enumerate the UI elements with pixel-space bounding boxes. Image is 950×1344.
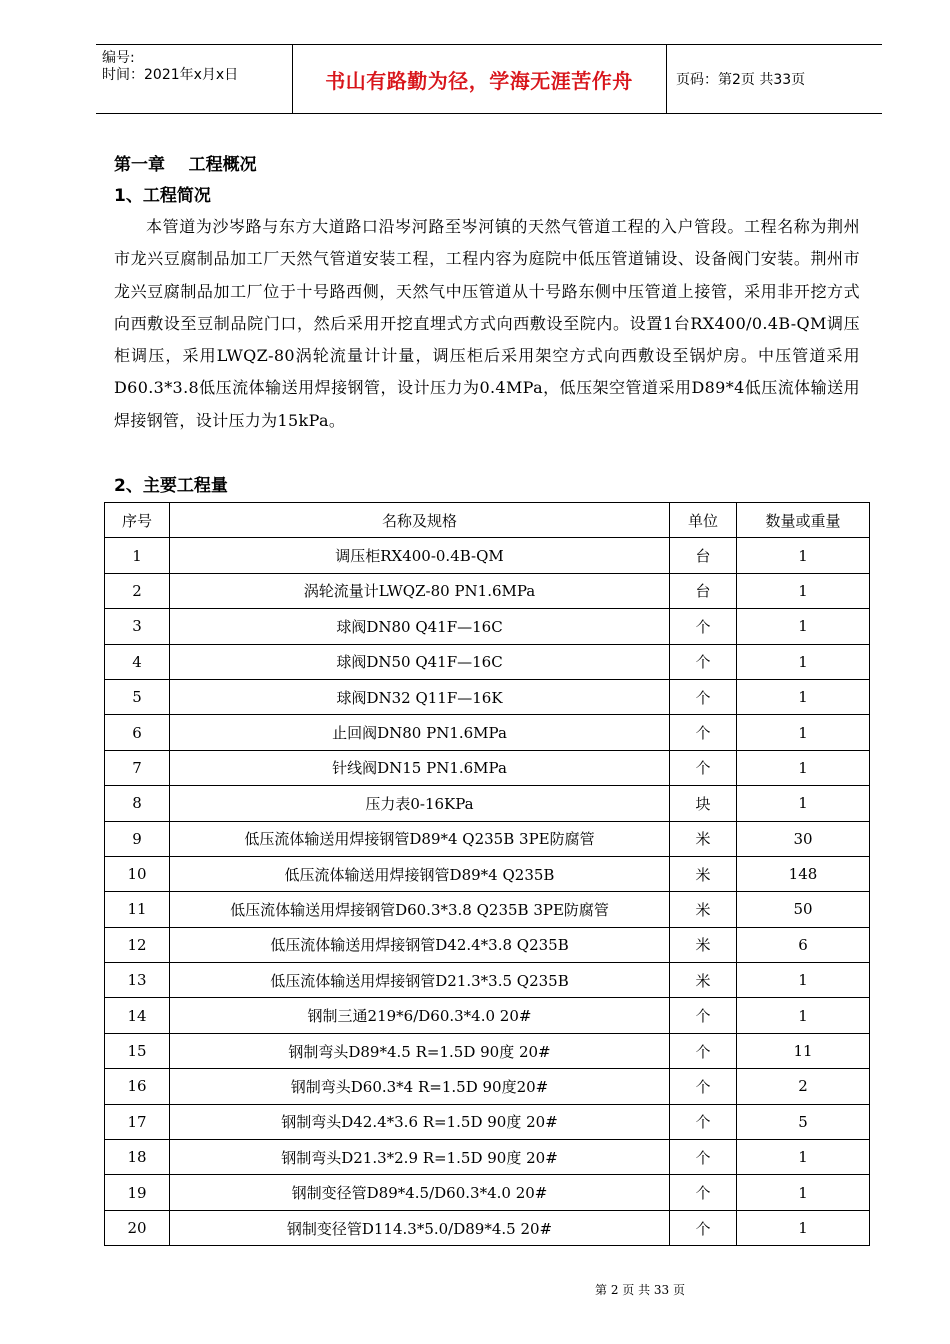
table-row [105,821,870,856]
cell-name: 球阀DN32 Q11F—16K [170,679,670,714]
cell-quantity: 1 [737,1175,870,1210]
cell-index: 18 [105,1140,170,1175]
table-row [105,750,870,785]
cell-quantity: 5 [737,1104,870,1139]
table-row [105,786,870,821]
cell-unit: 米 [670,927,737,962]
cell-unit: 台 [670,573,737,608]
table-row [105,856,870,891]
cell-unit: 个 [670,715,737,750]
header-motto: 书山有路勤为径，学海无涯苦作舟 [325,68,633,93]
cell-quantity: 1 [737,750,870,785]
cell-name: 钢制弯头D21.3*2.9 R=1.5D 90度 20# [170,1140,670,1175]
cell-index: 14 [105,998,170,1033]
cell-quantity: 30 [737,821,870,856]
cell-index: 15 [105,1033,170,1068]
cell-index: 7 [105,750,170,785]
cell-quantity: 50 [737,892,870,927]
chapter-title: 第一章 工程概况 [114,155,257,175]
cell-name: 球阀DN50 Q41F—16C [170,644,670,679]
cell-unit: 米 [670,821,737,856]
column-header-name: 名称及规格 [170,503,670,538]
cell-index: 19 [105,1175,170,1210]
document-time-label: 时间：2021年x月x日 [102,67,239,83]
header-meta [102,50,238,84]
cell-unit: 台 [670,538,737,573]
cell-quantity: 6 [737,927,870,962]
table-row [105,573,870,608]
cell-index: 17 [105,1104,170,1139]
cell-quantity: 148 [737,856,870,891]
cell-quantity: 11 [737,1033,870,1068]
cell-quantity: 1 [737,609,870,644]
cell-index: 5 [105,679,170,714]
cell-name: 调压柜RX400-0.4B-QM [170,538,670,573]
cell-unit: 个 [670,998,737,1033]
section-title-quantities: 2、主要工程量 [114,476,228,496]
cell-unit: 个 [670,1210,737,1245]
cell-name: 针线阀DN15 PN1.6MPa [170,750,670,785]
cell-unit: 个 [670,1140,737,1175]
cell-unit: 个 [670,1104,737,1139]
overview-paragraph: 本管道为沙岑路与东方大道路口沿岑河路至岑河镇的天然气管道工程的入户管段。工程名称为荆州市龙兴豆腐制品加工厂天然气管道安装工程，工程内容为庭院中低压管道铺设、设备阀门安装。荆州市龙兴豆腐制品加工厂位于十号路西侧，天然气中压管道从十号路东侧中压管道上接管，采用非开挖方式向西敷设至豆制品院门口，然后采用开挖直埋式方式向西敷设至院内。设置1台RX400/0.4B-QM调压柜调压，采用LWQZ-80涡轮流量计计量，调压柜后采用架空方式向西敷设至锅炉房。中压管道采用D60.3*3.8低压流体输送用焊接钢管，设计压力为0.4MPa，低压架空管道采用D89*4低压流体输送用焊接钢管，设计压力为15kPa。 [114,217,860,430]
cell-unit: 个 [670,750,737,785]
cell-index: 6 [105,715,170,750]
cell-name: 涡轮流量计LWQZ-80 PN1.6MPa [170,573,670,608]
page-footer: 第 2 页 共 33 页 [595,1283,685,1297]
table-row [105,679,870,714]
cell-name: 钢制弯头D42.4*3.6 R=1.5D 90度 20# [170,1104,670,1139]
column-header-index: 序号 [105,503,170,538]
cell-name: 钢制弯头D89*4.5 R=1.5D 90度 20# [170,1033,670,1068]
column-header-quantity: 数量或重量 [737,503,870,538]
cell-name: 低压流体输送用焊接钢管D60.3*3.8 Q235B 3PE防腐管 [170,892,670,927]
cell-name: 压力表0-16KPa [170,786,670,821]
cell-name: 低压流体输送用焊接钢管D42.4*3.8 Q235B [170,927,670,962]
table-row [105,963,870,998]
cell-index: 16 [105,1069,170,1104]
cell-name: 钢制弯头D60.3*4 R=1.5D 90度20# [170,1069,670,1104]
cell-unit: 米 [670,963,737,998]
cell-unit: 块 [670,786,737,821]
page-header [96,44,882,114]
table-row [105,609,870,644]
quantities-table [104,502,870,1246]
cell-quantity: 1 [737,998,870,1033]
table-row [105,1033,870,1068]
cell-index: 10 [105,856,170,891]
cell-quantity: 2 [737,1069,870,1104]
table-row [105,1210,870,1245]
cell-unit: 个 [670,679,737,714]
header-divider [666,45,667,113]
table-row [105,1104,870,1139]
cell-index: 9 [105,821,170,856]
table-header-row [105,503,870,538]
cell-unit: 个 [670,1069,737,1104]
cell-index: 8 [105,786,170,821]
table-row [105,892,870,927]
cell-index: 20 [105,1210,170,1245]
cell-index: 12 [105,927,170,962]
cell-name: 钢制变径管D114.3*5.0/D89*4.5 20# [170,1210,670,1245]
cell-name: 球阀DN80 Q41F—16C [170,609,670,644]
cell-name: 钢制三通219*6/D60.3*4.0 20# [170,998,670,1033]
table-row [105,715,870,750]
cell-index: 3 [105,609,170,644]
cell-quantity: 1 [737,1140,870,1175]
cell-index: 13 [105,963,170,998]
table-row [105,927,870,962]
table-row [105,1140,870,1175]
table-row [105,1175,870,1210]
header-page-number: 页码：第2页 共33页 [676,72,806,88]
cell-unit: 个 [670,1033,737,1068]
cell-quantity: 1 [737,1210,870,1245]
cell-name: 止回阀DN80 PN1.6MPa [170,715,670,750]
cell-quantity: 1 [737,538,870,573]
cell-quantity: 1 [737,715,870,750]
cell-quantity: 1 [737,573,870,608]
document-number-label: 编号: [102,50,135,66]
cell-index: 2 [105,573,170,608]
column-header-unit: 单位 [670,503,737,538]
cell-unit: 个 [670,644,737,679]
table-row [105,1069,870,1104]
cell-unit: 米 [670,892,737,927]
cell-unit: 个 [670,1175,737,1210]
cell-quantity: 1 [737,963,870,998]
cell-unit: 米 [670,856,737,891]
section-title-overview: 1、工程简况 [114,186,211,206]
cell-name: 低压流体输送用焊接钢管D89*4 Q235B [170,856,670,891]
table-row [105,538,870,573]
cell-name: 钢制变径管D89*4.5/D60.3*4.0 20# [170,1175,670,1210]
table-row [105,998,870,1033]
cell-quantity: 1 [737,786,870,821]
cell-index: 11 [105,892,170,927]
cell-index: 1 [105,538,170,573]
table-row [105,644,870,679]
cell-index: 4 [105,644,170,679]
cell-name: 低压流体输送用焊接钢管D21.3*3.5 Q235B [170,963,670,998]
cell-name: 低压流体输送用焊接钢管D89*4 Q235B 3PE防腐管 [170,821,670,856]
cell-quantity: 1 [737,644,870,679]
cell-quantity: 1 [737,679,870,714]
cell-unit: 个 [670,609,737,644]
